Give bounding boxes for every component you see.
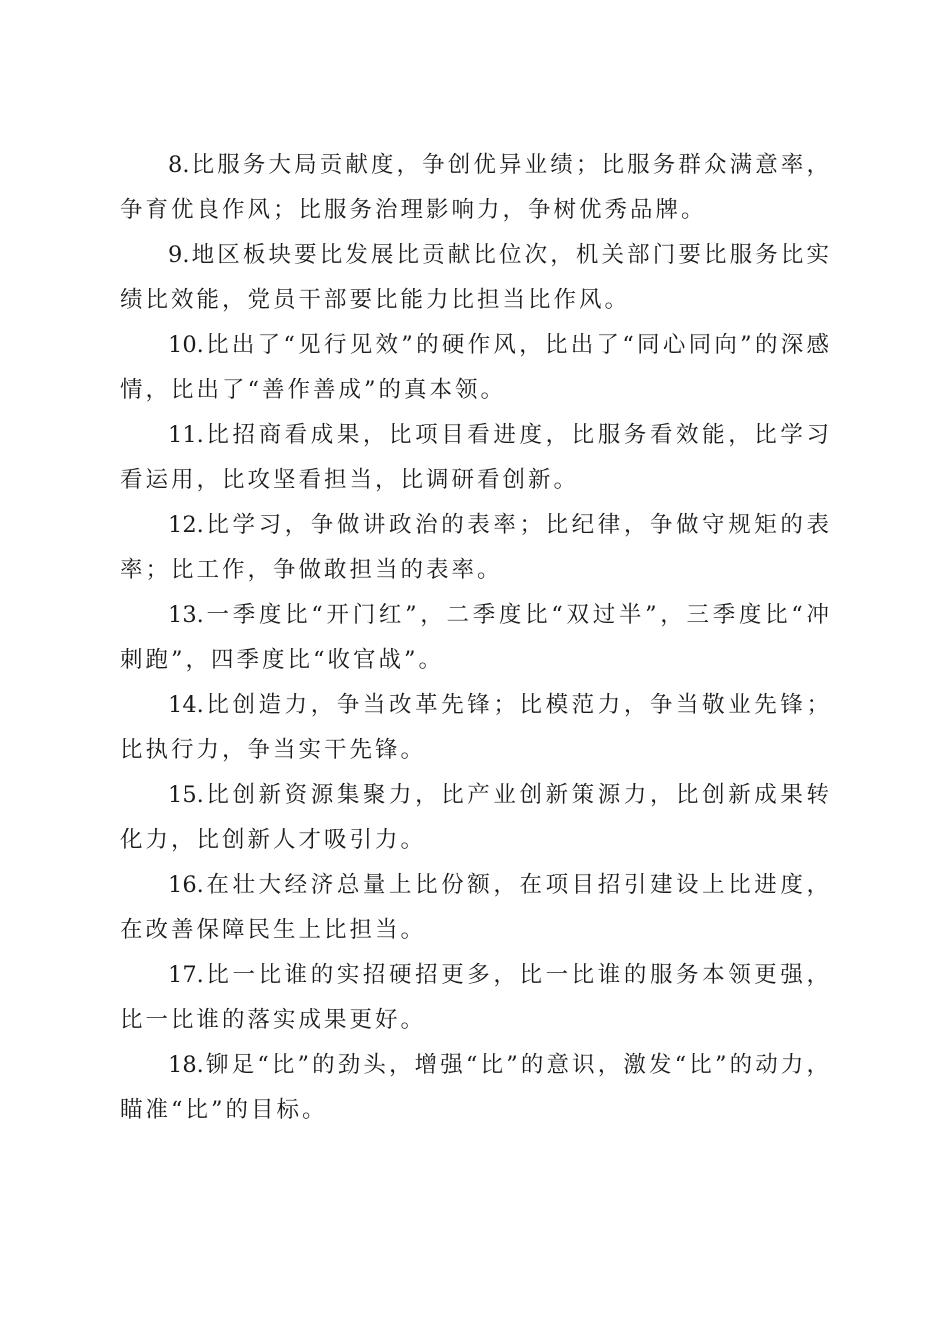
item-text: 比创造力，争当改革先锋；比模范力，争当敬业先锋；比执行力，争当实干先锋。 xyxy=(120,692,832,763)
list-item xyxy=(120,773,832,863)
item-text: 比创新资源集聚力，比产业创新策源力，比创新成果转化力，比创新人才吸引力。 xyxy=(120,782,832,853)
list-item xyxy=(120,323,832,413)
item-text: 一季度比“开门红”，二季度比“双过半”，三季度比“冲刺跑”，四季度比“收官战”。 xyxy=(120,602,832,673)
item-number: 10. xyxy=(168,332,204,358)
list-item xyxy=(120,683,832,773)
list-item xyxy=(120,593,832,683)
list-item xyxy=(120,863,832,953)
item-number: 15. xyxy=(168,782,204,808)
item-text: 比学习，争做讲政治的表率；比纪律，争做守规矩的表率；比工作，争做敢担当的表率。 xyxy=(120,512,832,583)
item-number: 12. xyxy=(168,512,204,538)
item-number: 16. xyxy=(168,872,204,898)
item-text: 比一比谁的实招硬招更多，比一比谁的服务本领更强，比一比谁的落实成果更好。 xyxy=(120,962,832,1033)
list-item xyxy=(120,233,832,323)
list-item xyxy=(120,1043,832,1133)
item-number: 14. xyxy=(168,692,204,718)
item-number: 13. xyxy=(168,602,204,628)
item-number: 18. xyxy=(168,1052,204,1078)
item-text: 比出了“见行见效”的硬作风，比出了“同心同向”的深感情，比出了“善作善成”的真本领。 xyxy=(120,332,832,403)
item-number: 9. xyxy=(168,242,190,268)
list-item xyxy=(120,143,832,233)
item-number: 8. xyxy=(168,152,190,178)
item-text: 在壮大经济总量上比份额，在项目招引建设上比进度，在改善保障民生上比担当。 xyxy=(120,872,832,943)
document-body xyxy=(120,143,832,1133)
list-item xyxy=(120,503,832,593)
item-text: 地区板块要比发展比贡献比位次，机关部门要比服务比实绩比效能，党员干部要比能力比担当比作风。 xyxy=(120,242,832,313)
list-item xyxy=(120,953,832,1043)
list-item xyxy=(120,413,832,503)
item-text: 比服务大局贡献度，争创优异业绩；比服务群众满意率，争育优良作风；比服务治理影响力，争树优秀品牌。 xyxy=(120,152,832,223)
item-text: 铆足“比”的劲头，增强“比”的意识，激发“比”的动力，瞄准“比”的目标。 xyxy=(120,1052,832,1123)
item-text: 比招商看成果，比项目看进度，比服务看效能，比学习看运用，比攻坚看担当，比调研看创新。 xyxy=(120,422,832,493)
item-number: 17. xyxy=(168,962,204,988)
item-number: 11. xyxy=(168,422,204,448)
